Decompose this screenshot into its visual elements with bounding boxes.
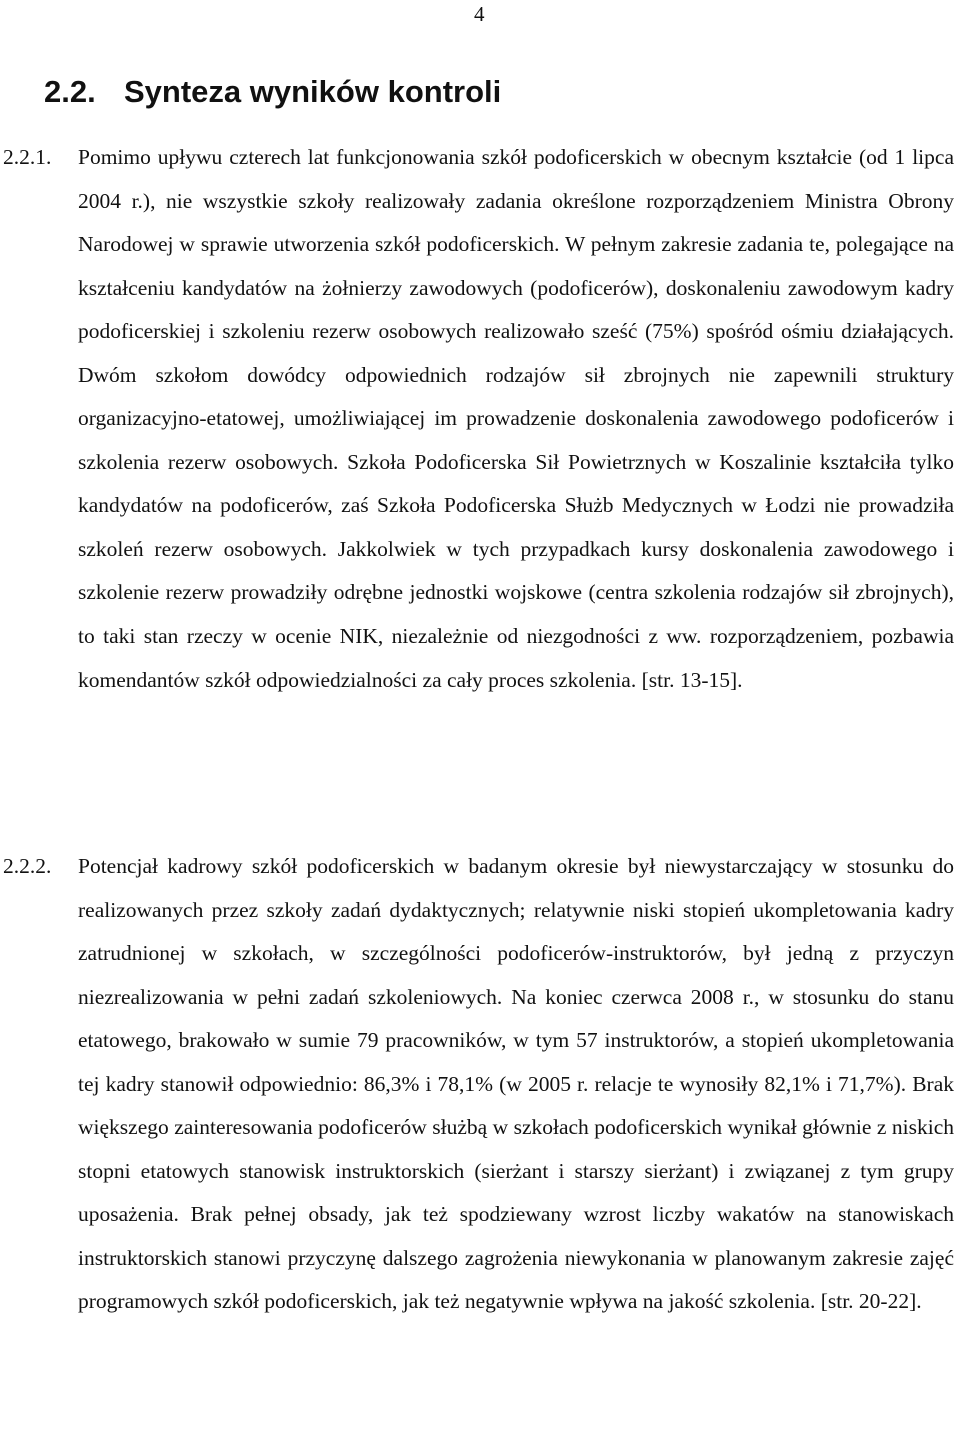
section-heading: [44, 72, 501, 112]
paragraph-number: 2.2.2.: [3, 854, 52, 878]
paragraph-number: 2.2.1.: [3, 145, 52, 169]
page-number: 4: [474, 2, 485, 26]
section-number: 2.2.: [44, 74, 96, 109]
paragraph-text: Potencjał kadrowy szkół podoficerskich w badanym okresie był niewystarczający w stosunku do realizowanych przez szkoły zadań dydaktycznych; relatywnie niski stopień ukompletowania kadry zatrudnionej w szkołach, w szczególności podoficerów-instruktorów, był jedną z przyczyn niezrealizowania w pełni zadań szkoleniowych. Na koniec czerwca 2008 r., w stosunku do stanu etatowego, brakowało w sumie 79 pracowników, w tym 57 instruktorów, a stopień ukompletowania tej kadry stanowił odpowiednio: 86,3% i 78,1% (w 2005 r. relacje te wynosiły 82,1% i 71,7%). Brak większego zainteresowania podoficerów służbą w szkołach podoficerskich wynikał głównie z niskich stopni etatowych stanowisk instruktorskich (sierżant i starszy sierżant) i związanej z tym grupy uposażenia. Brak pełnej obsady, jak też spodziewany wzrost liczby wakatów na stanowiskach instruktorskich stanowi przyczynę dalszego zagrożenia niewykonania w planowanym zakresie zajęć programowych szkół podoficerskich, jak też negatywnie wpływa na jakość szkolenia. [str. 20-22].: [78, 854, 954, 1314]
section-title: Synteza wyników kontroli: [124, 74, 502, 109]
paragraph-text: Pomimo upływu czterech lat funkcjonowania szkół podoficerskich w obecnym kształcie (od 1 lipca 2004 r.), nie wszystkie szkoły realizowały zadania określone rozporządzeniem Ministra Obrony Narodowej w sprawie utworzenia szkół podoficerskich. W pełnym zakresie zadania te, polegające na kształceniu kandydatów na żołnierzy zawodowych (podoficerów), doskonaleniu zawodowym kadry podoficerskiej i szkoleniu rezerw osobowych realizowało sześć (75%) spośród ośmiu działających. Dwóm szkołom dowódcy odpowiednich rodzajów sił zbrojnych nie zapewnili struktury organizacyjno-etatowej, umożliwiającej im prowadzenie doskonalenia zawodowego podoficerów i szkolenia rezerw osobowych. Szkoła Podoficerska Sił Powietrznych w Koszalinie kształciła tylko kandydatów na podoficerów, zaś Szkoła Podoficerska Służb Medycznych w Łodzi nie prowadziła szkoleń rezerw osobowych. Jakkolwiek w tych przypadkach kursy doskonalenia zawodowego i szkolenie rezerw prowadziły odrębne jednostki wojskowe (centra szkolenia rodzajów sił zbrojnych), to taki stan rzeczy w ocenie NIK, niezależnie od niezgodności z ww. rozporządzeniem, pozbawia komendantów szkół odpowiedzialności za cały proces szkolenia. [str. 13-15].: [78, 145, 954, 692]
